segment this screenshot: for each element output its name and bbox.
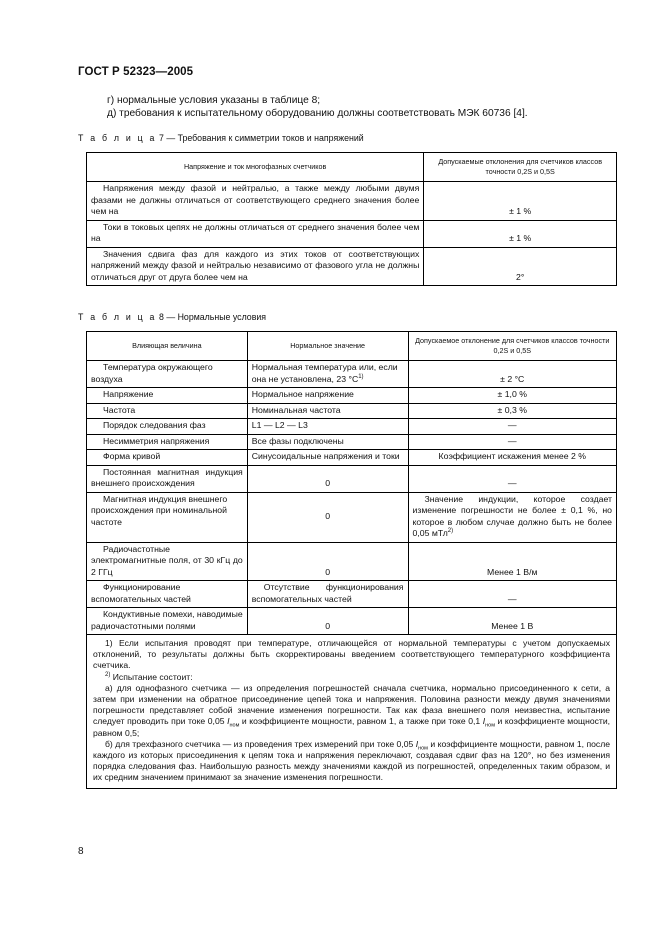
table-cell: Отсутствие функционирования вспомогательных частей xyxy=(247,581,408,608)
column-header: Допускаемые отклонения для счетчиков классов точности 0,2S и 0,5S xyxy=(424,153,617,182)
footnote-2a xyxy=(93,683,610,739)
table-cell: ± 2 °С xyxy=(408,361,617,388)
footnote-text: и коэффициенте мощности, равном 1 xyxy=(239,716,394,727)
current-subscript: ном xyxy=(418,745,428,752)
table-row xyxy=(87,450,617,466)
footnote-2b xyxy=(93,739,610,784)
table-cell: — xyxy=(408,465,617,492)
table-row xyxy=(87,361,617,388)
cell-text: Нормальная температура или, если она не установлена, 23 °С xyxy=(251,362,398,384)
table-cell: ± 1,0 % xyxy=(408,388,617,404)
current-subscript: ном xyxy=(229,723,240,730)
footnote-text: б) для трехфазного счетчика — из проведения трех измерений при токе 0,05 xyxy=(105,738,414,749)
table-cell: — xyxy=(408,434,617,450)
table-cell: Порядок следования фаз xyxy=(87,419,248,435)
table-cell: Нормальное напряжение xyxy=(247,388,408,404)
table-cell: Температура окружающего воздуха xyxy=(87,361,248,388)
current-symbol: I xyxy=(482,716,486,727)
table-cell: Кондуктивные помехи, наводимые радиочастотными полями xyxy=(87,608,248,635)
footnote-1: 1) Если испытания проводят при температуре, отличающейся от нормальной температуры с учетом допускаемых отклонений, то результаты должны быть скорректированы введением соответствующего температурного коэффициента счетчика. xyxy=(93,638,610,671)
table-cell: Функционирование вспомогательных частей xyxy=(87,581,248,608)
table-row xyxy=(87,247,617,286)
table-row xyxy=(87,182,617,221)
table-cell: Напряжение xyxy=(87,388,248,404)
table-cell: Напряжения между фазой и нейтралью, а также между любыми двумя фазами не должны отличаться от соответствующего среднего значения более чем на xyxy=(87,182,424,221)
table-cell: Магнитная индукция внешнего происхождения при номинальной частоте xyxy=(87,492,248,542)
table-row xyxy=(87,581,617,608)
current-symbol: I xyxy=(415,738,419,749)
column-header: Влияющая величина xyxy=(87,332,248,361)
table-row xyxy=(87,608,617,635)
table-cell: Частота xyxy=(87,403,248,419)
footnote-text: а) для однофазного счетчика — из определения погрешностей сначала счетчика, нормально присоединенного к сети, а затем при изменении на обратное присоединение цепей тока и напряжения. Половина разности между двумя значениями погрешности представляет собой значение изменения погрешности. Так как фаза внешнего поля неизвестна, испытание следует проводить при токе 0,05 xyxy=(93,682,610,727)
column-header: Напряжение и ток многофазных счетчиков xyxy=(87,153,424,182)
table-cell: 0 xyxy=(247,542,408,581)
table-cell: 0 xyxy=(247,492,408,542)
table-row xyxy=(87,542,617,581)
table-cell: — xyxy=(408,581,617,608)
table-notes xyxy=(87,635,617,789)
list-item: д) требования к испытательному оборудованию должны соответствовать МЭК 60736 [4]. xyxy=(107,108,528,119)
footnote-text: Испытание состоит: xyxy=(110,671,193,682)
table-cell: Номинальная частота xyxy=(247,403,408,419)
table-cell: Несимметрия напряжения xyxy=(87,434,248,450)
footnote-ref: 2) xyxy=(447,528,454,535)
table-cell: Радиочастотные электромагнитные поля, от 30 кГц до 2 ГГц xyxy=(87,542,248,581)
current-subscript: ном xyxy=(485,723,495,730)
table-row xyxy=(87,434,617,450)
document-header: ГОСТ Р 52323—2005 xyxy=(78,66,194,78)
footnote-ref: 1) xyxy=(358,373,364,380)
table-cell: 2° xyxy=(424,247,617,286)
table-row xyxy=(87,388,617,404)
table-cell: ± 0,3 % xyxy=(408,403,617,419)
table-caption-title: 8 — Нормальные условия xyxy=(156,312,267,322)
table-cell: — xyxy=(408,419,617,435)
table-cell: ± 1 % xyxy=(424,220,617,247)
page-number: 8 xyxy=(78,846,84,857)
list-item: г) нормальные условия указаны в таблице 8; xyxy=(107,95,321,106)
table-row xyxy=(87,492,617,542)
table-cell xyxy=(247,361,408,388)
table-cell: 0 xyxy=(247,465,408,492)
footnote-text: и коэффициенте мощности, равном 1, после каждого из которых присоединения к цепям тока и напряжения переключают, создавая сдвиг фаз на 120°, но без изменения порядка следования фаз. Наибольшую разность между значениями каждой из погрешностей, определенных таким образом, и их средним значением принимают за значение изменения погрешности. xyxy=(93,738,610,783)
table-caption-prefix: Т а б л и ц а xyxy=(78,133,157,143)
table-caption xyxy=(78,133,364,143)
footnote-2 xyxy=(93,672,610,683)
table-row xyxy=(87,419,617,435)
table-cell: Синусоидальные напряжения и токи xyxy=(247,450,408,466)
table-cell: Коэффициент искажения менее 2 % xyxy=(408,450,617,466)
table-cell: Все фазы подключены xyxy=(247,434,408,450)
column-header: Нормальное значение xyxy=(247,332,408,361)
current-symbol: I xyxy=(227,716,230,727)
table-cell: Менее 1 В/м xyxy=(408,542,617,581)
table-row xyxy=(87,465,617,492)
table-7 xyxy=(86,152,617,286)
column-header: Допускаемое отклонение для счетчиков классов точности 0,2S и 0,5S xyxy=(408,332,617,361)
table-cell: Постоянная магнитная индукция внешнего происхождения xyxy=(87,465,248,492)
table-caption-title: 7 — Требования к симметрии токов и напряжений xyxy=(156,133,364,143)
table-cell: ± 1 % xyxy=(424,182,617,221)
footnote-text: , а также при токе 0,1 xyxy=(393,716,481,727)
table-cell: 0 xyxy=(247,608,408,635)
table-caption xyxy=(78,312,266,322)
cell-text: Значение индукции, которое создает изменение погрешности не более ± 0,1 %, но которое в любом случае должно быть не более 0,05 мТл xyxy=(412,493,612,538)
table-row xyxy=(87,220,617,247)
table-notes-row xyxy=(87,635,617,789)
table-cell: Токи в токовых цепях не должны отличаться от среднего значения более чем на xyxy=(87,220,424,247)
table-cell: Форма кривой xyxy=(87,450,248,466)
footnote-ref: 2) xyxy=(105,671,111,678)
table-cell xyxy=(408,492,617,542)
footnote-text: и коэффициенте мощности, равном 0,5; xyxy=(93,716,611,738)
table-8 xyxy=(86,331,617,789)
table-cell: Значения сдвига фаз для каждого из этих токов от соответствующих напряжений между фазой и нейтралью независимо от фазового угла не должны отличаться друг от друга более чем на xyxy=(87,247,424,286)
table-caption-prefix: Т а б л и ц а xyxy=(78,312,157,322)
table-cell: L1 — L2 — L3 xyxy=(247,419,408,435)
table-row xyxy=(87,403,617,419)
table-cell: Менее 1 В xyxy=(408,608,617,635)
